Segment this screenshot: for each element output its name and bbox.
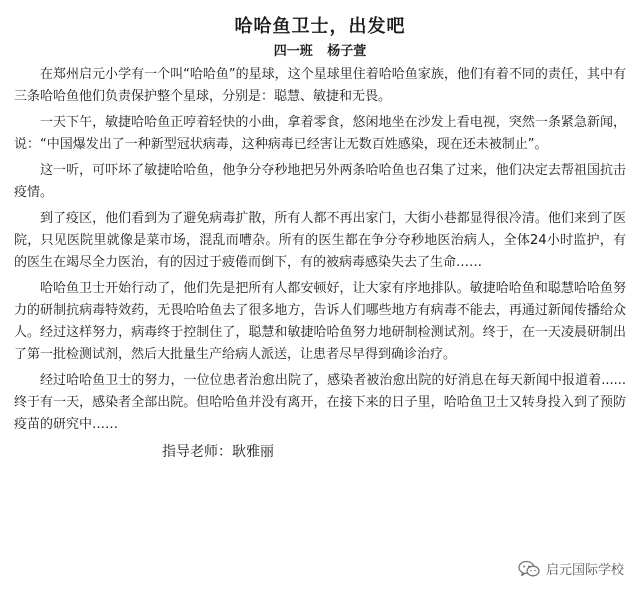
watermark-text: 启元国际学校: [545, 563, 624, 578]
paragraph-1: 在郑州启元小学有一个叫“哈哈鱼”的星球，这个星球里住着哈哈鱼家族，他们有着不同的责任，其中有三条哈哈鱼他们负责保护整个星球，分别是：聪慧、敏捷和无畏。: [14, 67, 626, 104]
source-watermark: [518, 559, 624, 578]
author-byline: 四一班 杨子萱: [273, 44, 367, 59]
article-title: 哈哈鱼卫士，出发吧: [234, 16, 406, 37]
paragraph-3: 这一听，可吓坏了敏捷哈哈鱼，他争分夺秒地把另外两条哈哈鱼也召集了过来，他们决定去帮祖国抗击疫情。: [14, 163, 626, 200]
paragraph-6: 经过哈哈鱼卫士的努力，一位位患者治愈出院了，感染者被治愈出院的好消息在每天新闻中报道着......终于有一天，感染者全部出院。但哈哈鱼并没有离开，在接下来的日子里，哈哈鱼卫士又转身投入到了预防疫苗的研究中……: [14, 373, 626, 432]
wechat-icon: [518, 560, 540, 578]
paragraph-4: 到了疫区，他们看到为了避免病毒扩散，所有人都不再出家门，大街小巷都显得很冷清。他们来到了医院，只见医院里就像是菜市场，混乱而嘈杂。所有的医生都在争分夺秒地医治病人，全体24小时监护，有的医生在竭尽全力医治，有的因过于疲倦而倒下，有的被病毒感染失去了生命……: [14, 211, 626, 270]
paragraph-2: 一天下午，敏捷哈哈鱼正哼着轻快的小曲，拿着零食，悠闲地坐在沙发上看电视，突然一条紧急新闻，说：“中国爆发出了一种新型冠状病毒，这种病毒已经害让无数百姓感染，现在还未被制止”。: [14, 115, 626, 152]
teacher-credit: 指导老师：耿雅丽: [162, 444, 274, 460]
paragraph-5: 哈哈鱼卫士开始行动了，他们先是把所有人都安顿好，让大家有序地排队。敏捷哈哈鱼和聪慧哈哈鱼努力的研制抗病毒特效药，无畏哈哈鱼去了很多地方，告诉人们哪些地方有病毒不能去，再通过新闻传播给众人。经过这样努力，病毒终于控制住了，聪慧和敏捷哈哈鱼努力地研制检测试剂。终于，在一天凌晨研制出了第一批检测试剂，然后大批量生产给病人派送，让患者尽早得到确诊治疗。: [14, 281, 626, 362]
article: [14, 14, 626, 464]
